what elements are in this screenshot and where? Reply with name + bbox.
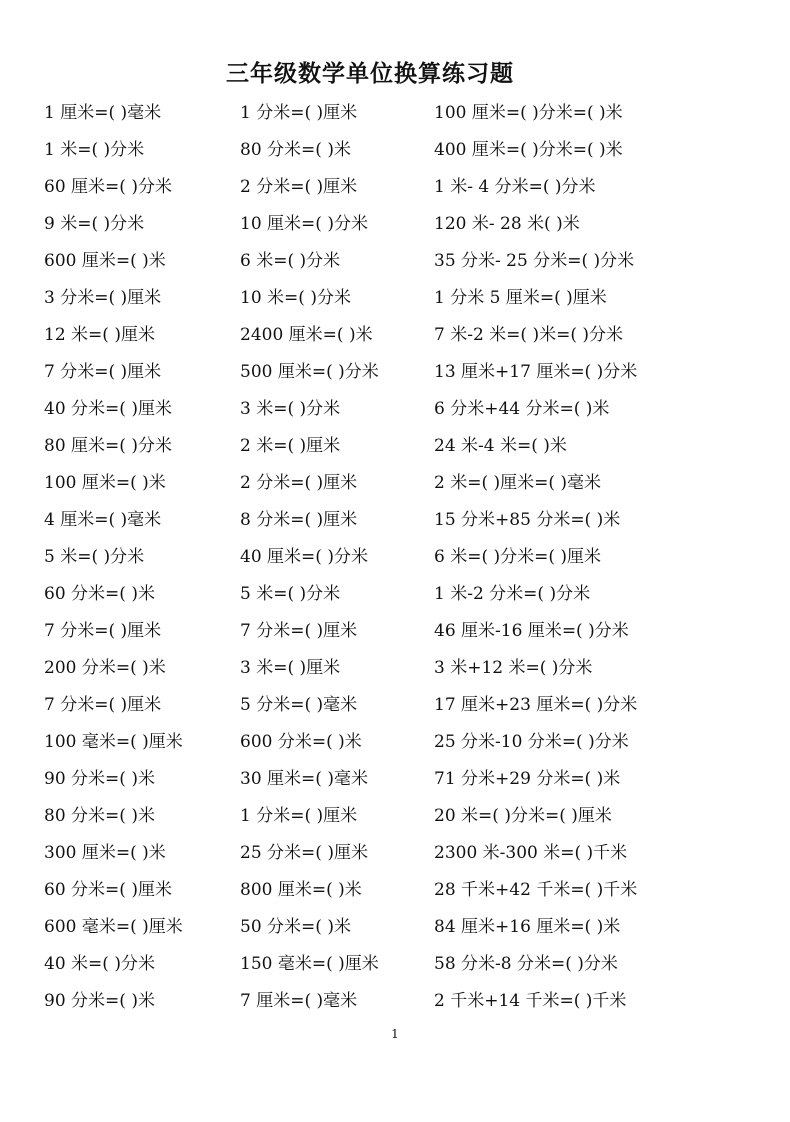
exercise-item: 1 分米=( )厘米: [240, 806, 358, 826]
exercise-item: 100 毫米=( )厘米: [44, 732, 183, 752]
exercise-item: 2400 厘米=( )米: [240, 325, 373, 345]
exercise-row: [0, 502, 790, 539]
exercise-item: 600 毫米=( )厘米: [44, 917, 183, 937]
exercise-item: 12 米=( )厘米: [44, 325, 155, 345]
exercise-row: [0, 169, 790, 206]
exercise-row: [0, 983, 790, 1020]
exercise-row: [0, 687, 790, 724]
exercise-item: 4 厘米=( )毫米: [44, 510, 162, 530]
exercise-item: 6 米=( )分米=( )厘米: [434, 547, 602, 567]
exercise-row: [0, 354, 790, 391]
exercise-item: 300 厘米=( )米: [44, 843, 166, 863]
exercise-row: [0, 317, 790, 354]
exercise-item: 80 分米=( )米: [44, 806, 155, 826]
exercise-item: 2 米=( )厘米=( )毫米: [434, 473, 602, 493]
exercise-item: 15 分米+85 分米=( )米: [434, 510, 621, 530]
exercise-row: [0, 872, 790, 909]
exercise-row: [0, 909, 790, 946]
exercise-item: 2300 米-300 米=( )千米: [434, 843, 628, 863]
exercise-item: 100 厘米=( )分米=( )米: [434, 103, 623, 123]
page-number: 1: [391, 1027, 399, 1041]
exercise-item: 9 米=( )分米: [44, 214, 145, 234]
exercise-item: 60 分米=( )厘米: [44, 880, 172, 900]
exercise-item: 25 分米-10 分米=( )分米: [434, 732, 629, 752]
exercise-item: 1 分米 5 厘米=( )厘米: [434, 288, 607, 308]
exercise-item: 150 毫米=( )厘米: [240, 954, 379, 974]
exercise-item: 1 米- 4 分米=( )分米: [434, 177, 596, 197]
exercise-item: 7 米-2 米=( )米=( )分米: [434, 325, 624, 345]
exercise-item: 28 千米+42 千米=( )千米: [434, 880, 638, 900]
exercise-item: 40 米=( )分米: [44, 954, 155, 974]
exercise-item: 30 厘米=( )毫米: [240, 769, 368, 789]
exercise-row: [0, 835, 790, 872]
exercise-item: 80 厘米=( )分米: [44, 436, 172, 456]
exercise-item: 2 千米+14 千米=( )千米: [434, 991, 627, 1011]
exercise-item: 5 米=( )分米: [44, 547, 145, 567]
exercise-item: 7 分米=( )厘米: [44, 621, 162, 641]
exercise-item: 24 米-4 米=( )米: [434, 436, 567, 456]
exercise-item: 35 分米- 25 分米=( )分米: [434, 251, 635, 271]
exercise-row: [0, 539, 790, 576]
exercise-item: 3 米=( )厘米: [240, 658, 341, 678]
exercise-item: 1 米=( )分米: [44, 140, 145, 160]
exercise-item: 90 分米=( )米: [44, 769, 155, 789]
exercise-item: 1 厘米=( )毫米: [44, 103, 162, 123]
exercise-item: 2 米=( )厘米: [240, 436, 341, 456]
exercise-item: 8 分米=( )厘米: [240, 510, 358, 530]
exercise-item: 25 分米=( )厘米: [240, 843, 368, 863]
exercise-item: 2 分米=( )厘米: [240, 177, 358, 197]
exercise-item: 20 米=( )分米=( )厘米: [434, 806, 612, 826]
exercise-item: 600 厘米=( )米: [44, 251, 166, 271]
exercise-item: 84 厘米+16 厘米=( )米: [434, 917, 621, 937]
exercise-item: 1 米-2 分米=( )分米: [434, 584, 591, 604]
exercise-item: 13 厘米+17 厘米=( )分米: [434, 362, 638, 382]
exercise-item: 3 米=( )分米: [240, 399, 341, 419]
exercise-item: 7 分米=( )厘米: [44, 362, 162, 382]
page-title: 三年级数学单位换算练习题: [226, 61, 514, 87]
exercise-item: 7 分米=( )厘米: [44, 695, 162, 715]
exercise-item: 7 分米=( )厘米: [240, 621, 358, 641]
exercise-item: 90 分米=( )米: [44, 991, 155, 1011]
exercise-item: 60 分米=( )米: [44, 584, 155, 604]
exercise-item: 50 分米=( )米: [240, 917, 351, 937]
exercise-item: 6 分米+44 分米=( )米: [434, 399, 610, 419]
exercise-row: [0, 798, 790, 835]
exercise-item: 5 分米=( )毫米: [240, 695, 358, 715]
exercise-item: 10 米=( )分米: [240, 288, 351, 308]
exercise-item: 400 厘米=( )分米=( )米: [434, 140, 623, 160]
exercise-item: 1 分米=( )厘米: [240, 103, 358, 123]
exercise-item: 40 厘米=( )分米: [240, 547, 368, 567]
exercise-item: 10 厘米=( )分米: [240, 214, 368, 234]
exercise-row: [0, 724, 790, 761]
exercise-item: 5 米=( )分米: [240, 584, 341, 604]
exercise-row: [0, 613, 790, 650]
exercise-item: 120 米- 28 米( )米: [434, 214, 580, 234]
exercise-row: [0, 650, 790, 687]
exercise-item: 71 分米+29 分米=( )米: [434, 769, 621, 789]
exercise-row: [0, 280, 790, 317]
exercise-row: [0, 576, 790, 613]
exercise-row: [0, 243, 790, 280]
exercise-item: 80 分米=( )米: [240, 140, 351, 160]
exercise-row: [0, 428, 790, 465]
exercise-item: 7 厘米=( )毫米: [240, 991, 358, 1011]
exercise-item: 40 分米=( )厘米: [44, 399, 172, 419]
exercise-row: [0, 465, 790, 502]
exercise-row: [0, 95, 790, 132]
exercise-item: 2 分米=( )厘米: [240, 473, 358, 493]
exercise-item: 6 米=( )分米: [240, 251, 341, 271]
exercise-row: [0, 391, 790, 428]
exercise-row: [0, 132, 790, 169]
exercise-item: 60 厘米=( )分米: [44, 177, 172, 197]
exercise-item: 100 厘米=( )米: [44, 473, 166, 493]
exercise-row: [0, 761, 790, 798]
exercise-item: 800 厘米=( )米: [240, 880, 362, 900]
exercise-item: 500 厘米=( )分米: [240, 362, 379, 382]
exercise-item: 46 厘米-16 厘米=( )分米: [434, 621, 629, 641]
exercise-row: [0, 206, 790, 243]
exercise-item: 17 厘米+23 厘米=( )分米: [434, 695, 638, 715]
exercise-row: [0, 946, 790, 983]
exercise-item: 3 米+12 米=( )分米: [434, 658, 593, 678]
exercise-item: 200 分米=( )米: [44, 658, 166, 678]
exercise-item: 3 分米=( )厘米: [44, 288, 162, 308]
exercise-item: 600 分米=( )米: [240, 732, 362, 752]
exercise-item: 58 分米-8 分米=( )分米: [434, 954, 618, 974]
